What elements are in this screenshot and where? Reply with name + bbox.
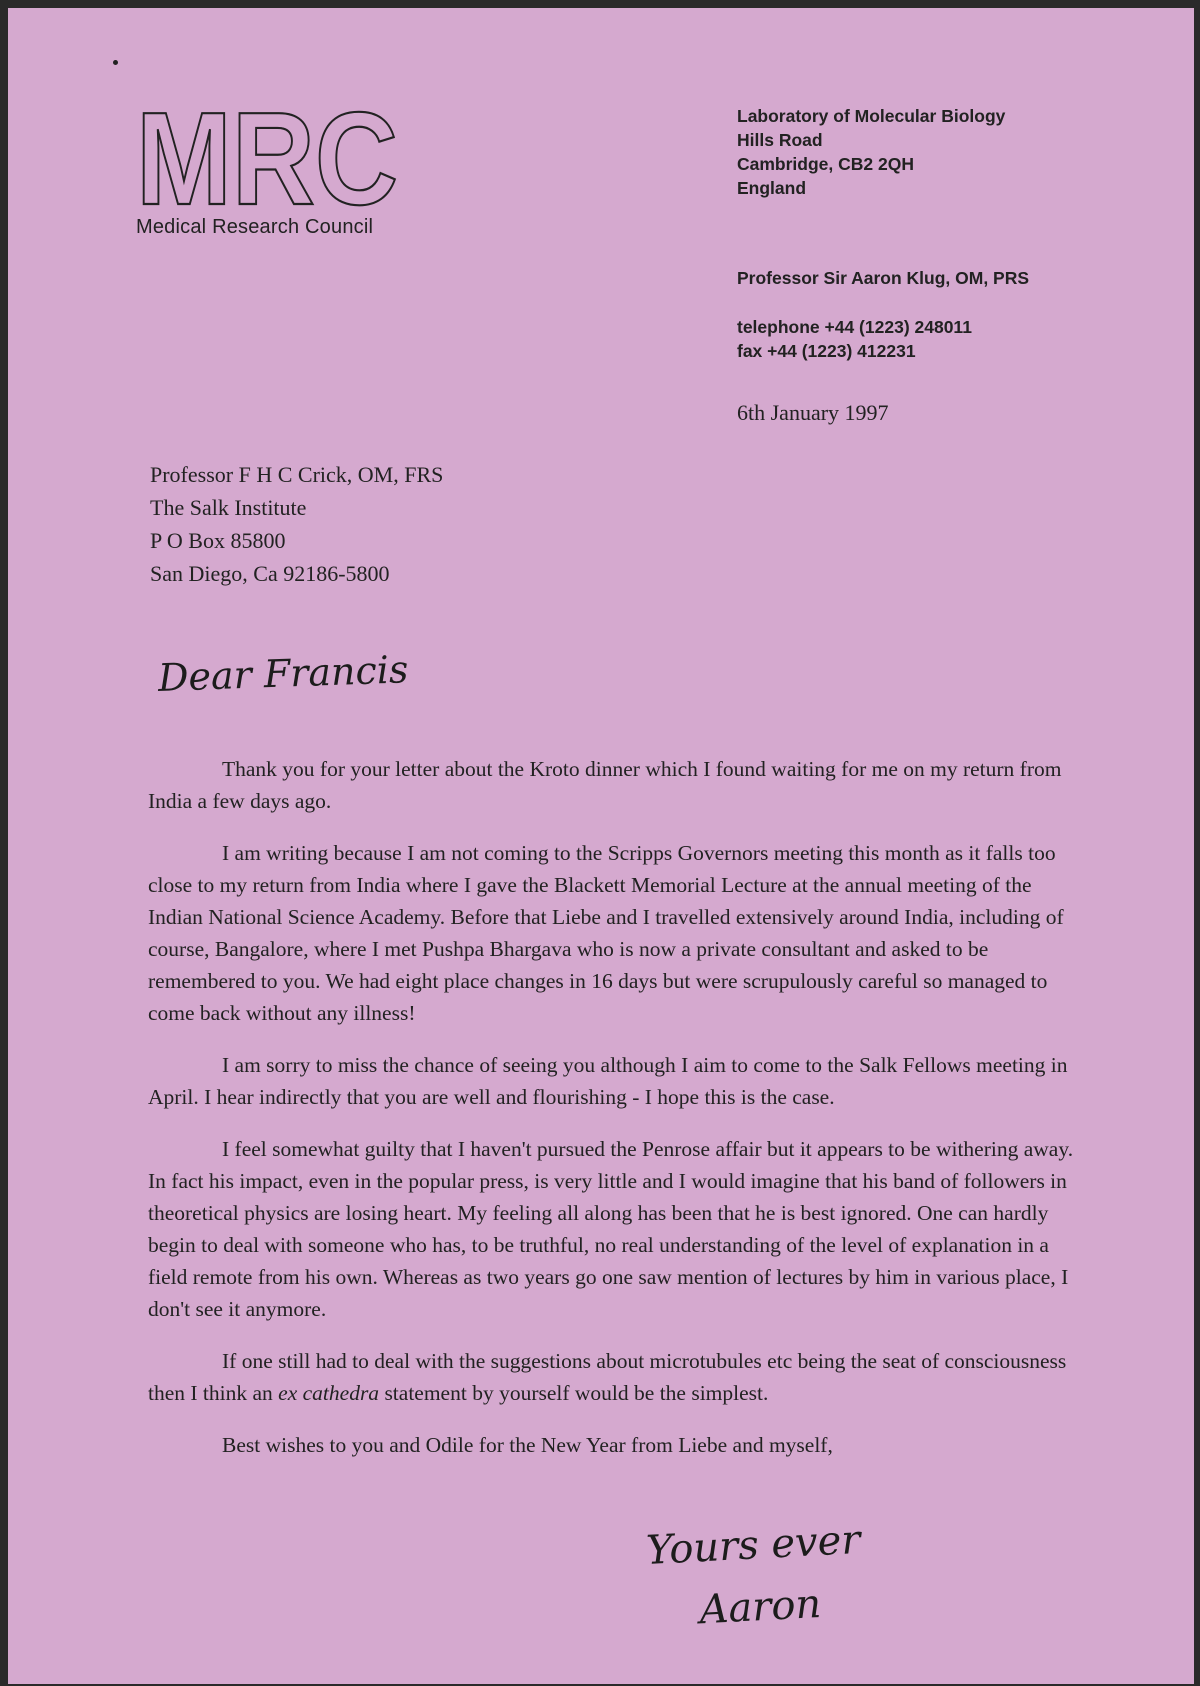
recipient-line: San Diego, Ca 92186-5800 (150, 561, 390, 586)
body-paragraph: Best wishes to you and Odile for the New Year from Liebe and myself, (222, 1433, 833, 1457)
body-paragraph: Thank you for your letter about the Kroto dinner which I found waiting for me on my return from India a few days ago. (148, 757, 1062, 813)
mrc-logo (136, 104, 426, 239)
recipient-line: The Salk Institute (150, 495, 307, 520)
body-paragraph (148, 1345, 1088, 1409)
handwritten-closing (645, 1509, 865, 1644)
address-line: England (737, 178, 807, 198)
signature: Aaron (698, 1581, 823, 1634)
sender-name: Professor Sir Aaron Klug, OM, PRS (737, 268, 1030, 288)
sender-contact (737, 315, 972, 363)
letter-date: 6th January 1997 (737, 400, 889, 425)
letter-page (8, 8, 1194, 1684)
italic-phrase: ex cathedra (278, 1381, 380, 1405)
letter-body (148, 753, 1088, 1481)
body-paragraph: I feel somewhat guilty that I haven't pursued the Penrose affair but it appears to be withering away. In fact his impact, even in the popular press, is very little and I would imagine that his band of followers in theoretical physics are losing heart. My feeling all along has been that he is best ignored. One can hardly begin to deal with someone who has, to be truthful, no real understanding of the level of explanation in a field remote from his own. Whereas as two years go one saw mention of lectures by him in various place, I don't see it anymore. (148, 1137, 1074, 1321)
logo-wordmark: MRC (136, 104, 398, 214)
logo-subtitle: Medical Research Council (136, 216, 374, 238)
mrc-logo-mark (136, 104, 402, 214)
handwritten-salutation: Dear Francis (157, 647, 410, 700)
paragraph-text: If one still had to deal with the suggestions about microtubules etc being the seat of consciousness then I think an (148, 1349, 1067, 1405)
address-line: Hills Road (737, 130, 823, 150)
ink-speck (113, 60, 118, 65)
address-line: Laboratory of Molecular Biology (737, 106, 1006, 126)
body-paragraph: I am writing because I am not coming to the Scripps Governors meeting this month as it falls too close to my return from India where I gave the Blackett Memorial Lecture at the annual meeting of the Indian National Science Academy. Before that Liebe and I travelled extensively around India, including of course, Bangalore, where I met Pushpa Bhargava who is now a private consultant and asked to be remembered to you. We had eight place changes in 16 days but were scrupulously careful so managed to come back without any illness! (148, 841, 1064, 1025)
sender-address (737, 104, 1005, 200)
body-paragraph: I am sorry to miss the chance of seeing you although I aim to come to the Salk Fellows meeting in April. I hear indirectly that you are well and flourishing - I hope this is the case. (148, 1053, 1068, 1109)
recipient-line: P O Box 85800 (150, 528, 286, 553)
paragraph-text: statement by yourself would be the simplest. (379, 1381, 769, 1405)
address-line: Cambridge, CB2 2QH (737, 154, 914, 174)
recipient-address (150, 458, 443, 590)
recipient-line: Professor F H C Crick, OM, FRS (150, 462, 444, 487)
fax-line: fax +44 (1223) 412231 (737, 341, 916, 361)
telephone-line: telephone +44 (1223) 248011 (737, 317, 972, 337)
closing-phrase: Yours ever (645, 1516, 862, 1575)
